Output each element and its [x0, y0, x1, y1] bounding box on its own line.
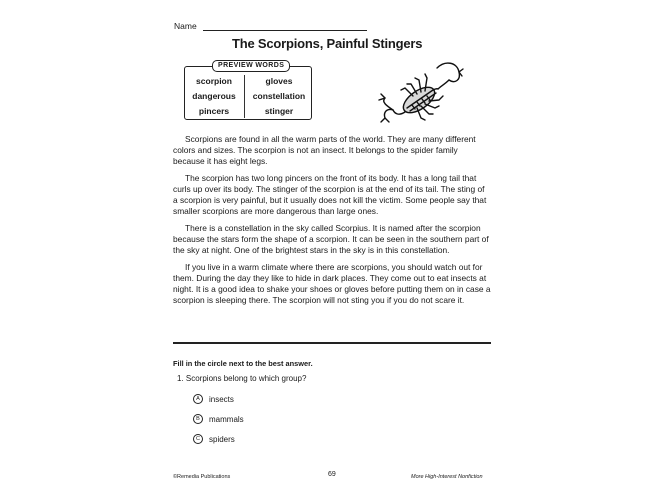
quiz-question: 1. Scorpions belong to which group? — [177, 374, 307, 383]
paragraph: There is a constellation in the sky called Scorpius. It is named after the scorpion because the stars form the shape of a scorpion. It can be seen in the southern part of the sky at night. One of the brightest stars in the sky is in this constellation. — [173, 223, 489, 255]
quiz-instructions: Fill in the circle next to the best answer. — [173, 359, 313, 368]
answer-option-c[interactable] — [193, 434, 235, 444]
footer-page-number: 69 — [328, 471, 336, 478]
answer-option-a[interactable] — [193, 394, 234, 404]
preview-word: constellation — [252, 91, 306, 101]
answer-option-b[interactable] — [193, 414, 244, 424]
footer-publisher: ©Remedia Publications — [173, 474, 231, 480]
footer-book-title: More High-Interest Nonfiction — [411, 474, 483, 480]
preview-word: dangerous — [192, 91, 236, 101]
preview-words-left-column — [190, 74, 238, 119]
preview-words-divider — [244, 75, 245, 118]
scorpion-illustration — [375, 58, 465, 128]
name-blank-line[interactable] — [203, 22, 367, 31]
answer-text: mammals — [209, 414, 244, 424]
paragraph: Scorpions are found in all the warm parts of the world. They are many different colors and sizes. The scorpion is not an insect. It belongs to the spider family because it has eight legs. — [173, 134, 476, 166]
answer-circle[interactable]: A — [193, 394, 203, 404]
page-title: The Scorpions, Painful Stingers — [232, 36, 423, 51]
answer-circle[interactable]: C — [193, 434, 203, 444]
answer-text: insects — [209, 394, 234, 404]
answer-text: spiders — [209, 434, 235, 444]
preview-word: stinger — [264, 106, 294, 116]
name-label: Name — [174, 21, 197, 31]
preview-word: scorpion — [196, 76, 232, 86]
paragraph: The scorpion has two long pincers on the front of its body. It has a long tail that curls up over its body. The stinger of the scorpion is at the end of its tail. The sting of a scorpion is very painful, but it usually does not kill the victim. Some people say that smaller scorpions are more dangerous than large ones. — [173, 173, 487, 216]
answer-circle[interactable]: B — [193, 414, 203, 424]
section-divider — [173, 342, 491, 344]
reading-passage — [173, 134, 491, 312]
preview-word: gloves — [265, 76, 293, 86]
preview-words-label: PREVIEW WORDS — [212, 60, 290, 72]
preview-words-right-column — [248, 74, 310, 119]
preview-word: pincers — [198, 106, 230, 116]
name-field — [174, 21, 367, 31]
paragraph: If you live in a warm climate where there are scorpions, you should watch out for them. During the day they like to hide in dark places. They come out to eat insects at night. It is a good idea to shake your shoes or gloves before putting them on in case a scorpion is sleeping there. The scorpion will not sting you if you do not scare it. — [173, 262, 491, 305]
